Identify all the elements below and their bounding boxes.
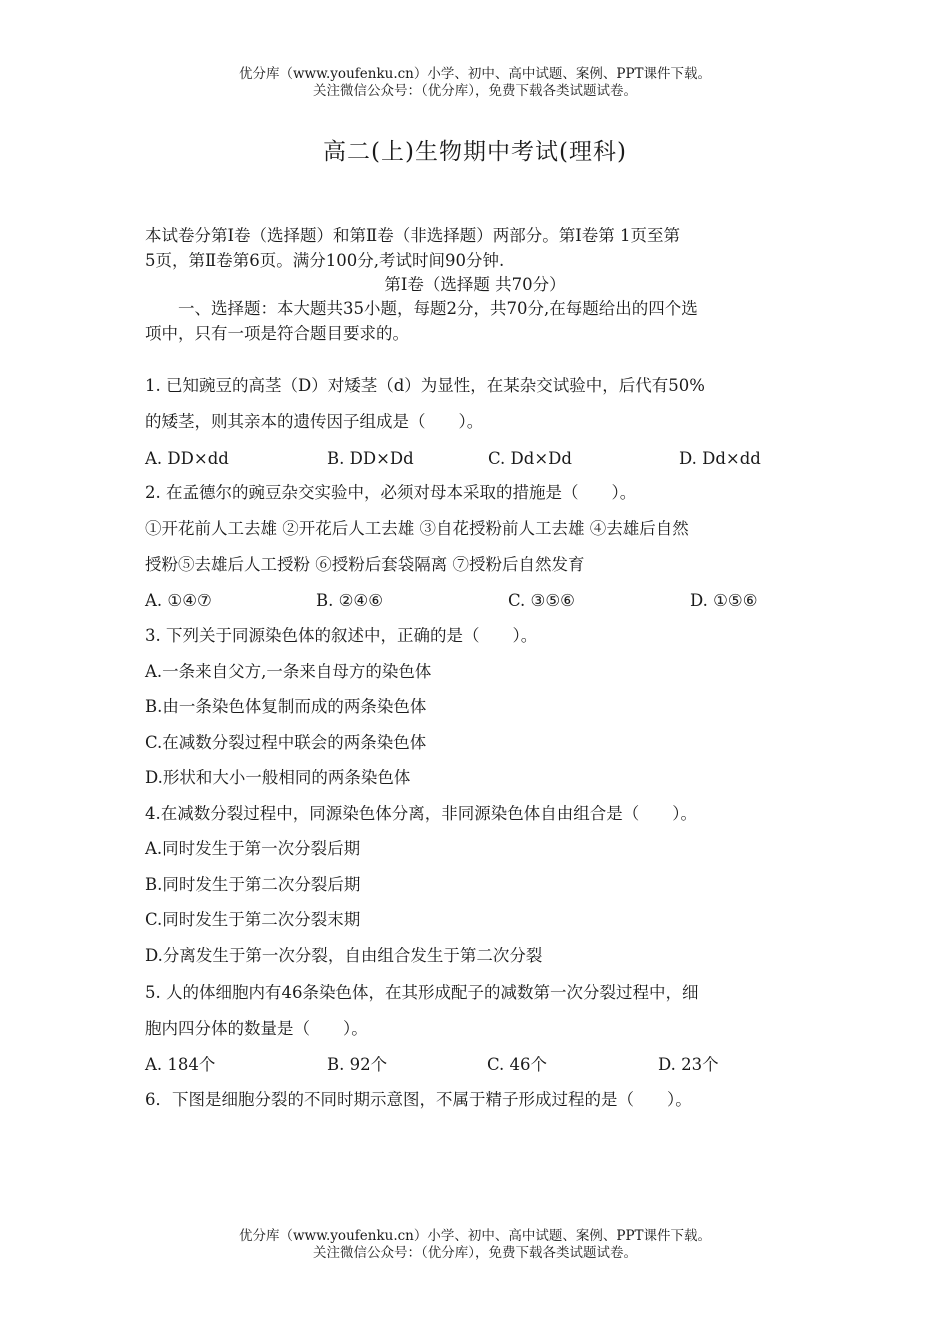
q5-option-b: B. 92个: [327, 1055, 388, 1074]
q6-line-1: 6．下图是细胞分裂的不同时期示意图，不属于精子形成过程的是（ ）。: [145, 1090, 692, 1109]
q3-option-b: B.由一条染色体复制而成的两条染色体: [145, 697, 427, 716]
q3-line-1: 3. 下列关于同源染色体的叙述中，正确的是（ ）。: [145, 626, 538, 645]
q4-line-1: 4.在减数分裂过程中，同源染色体分离，非同源染色体自由组合是（ ）。: [145, 804, 697, 823]
q1-line-1: 1. 已知豌豆的高茎（D）对矮茎（d）为显性，在某杂交试验中，后代有50%: [145, 376, 705, 395]
q1-option-d: D. Dd×dd: [679, 449, 761, 468]
q5-option-a: A. 184个: [145, 1055, 216, 1074]
q3-option-d: D.形状和大小一般相同的两条染色体: [145, 768, 411, 787]
intro-line-1: 本试卷分第Ⅰ卷（选择题）和第Ⅱ卷（非选择题）两部分。第Ⅰ卷第 1页至第: [145, 226, 680, 245]
q2-option-a: A. ①④⑦: [145, 591, 212, 610]
header-line-2: 关注微信公众号：（优分库），免费下载各类试题试卷。: [313, 83, 637, 99]
footer-line-2: 关注微信公众号：（优分库），免费下载各类试题试卷。: [313, 1245, 637, 1261]
q4-option-d: D.分离发生于第一次分裂，自由组合发生于第二次分裂: [145, 946, 543, 965]
q2-option-c: C. ③⑤⑥: [508, 591, 575, 610]
q2-line-2: ①开花前人工去雄 ②开花后人工去雄 ③自花授粉前人工去雄 ④去雄后自然: [145, 519, 689, 538]
instruction-line-1: 一、选择题：本大题共35小题，每题2分，共70分,在每题给出的四个选: [178, 299, 698, 318]
q2-option-d: D. ①⑤⑥: [690, 591, 758, 610]
q5-line-1: 5. 人的体细胞内有46条染色体，在其形成配子的减数第一次分裂过程中，细: [145, 983, 699, 1002]
q3-option-c: C.在减数分裂过程中联会的两条染色体: [145, 733, 427, 752]
q1-option-a: A. DD×dd: [145, 449, 229, 468]
q1-line-2: 的矮茎，则其亲本的遗传因子组成是（ ）。: [145, 412, 484, 431]
q4-option-b: B.同时发生于第二次分裂后期: [145, 875, 361, 894]
instruction-line-2: 项中，只有一项是符合题目要求的。: [145, 324, 409, 343]
q5-line-2: 胞内四分体的数量是（ ）。: [145, 1019, 368, 1038]
page-footer: [0, 1228, 950, 1262]
header-line-1: 优分库（www.youfenku.cn）小学、初中、高中试题、案例、PPT课件下载。: [238, 66, 712, 82]
intro-line-2: 5页，第Ⅱ卷第6页。满分100分,考试时间90分钟.: [145, 251, 505, 270]
q5-option-d: D. 23个: [658, 1055, 719, 1074]
page-title: 高二(上)生物期中考试(理科): [323, 139, 627, 165]
q4-option-a: A.同时发生于第一次分裂后期: [145, 839, 361, 858]
q3-option-a: A.一条来自父方,一条来自母方的染色体: [145, 662, 432, 681]
footer-line-1: 优分库（www.youfenku.cn）小学、初中、高中试题、案例、PPT课件下载。: [238, 1228, 712, 1244]
q5-option-c: C. 46个: [487, 1055, 548, 1074]
q2-line-1: 2. 在孟德尔的豌豆杂交实验中，必须对母本采取的措施是（ ）。: [145, 483, 637, 502]
q2-option-b: B. ②④⑥: [316, 591, 383, 610]
section-title: 第Ⅰ卷（选择题 共70分）: [384, 275, 566, 294]
q1-option-c: C. Dd×Dd: [488, 449, 572, 468]
q4-option-c: C.同时发生于第二次分裂末期: [145, 910, 361, 929]
q1-option-b: B. DD×Dd: [327, 449, 414, 468]
page-header: [0, 66, 950, 100]
q2-line-3: 授粉⑤去雄后人工授粉 ⑥授粉后套袋隔离 ⑦授粉后自然发育: [145, 555, 585, 574]
